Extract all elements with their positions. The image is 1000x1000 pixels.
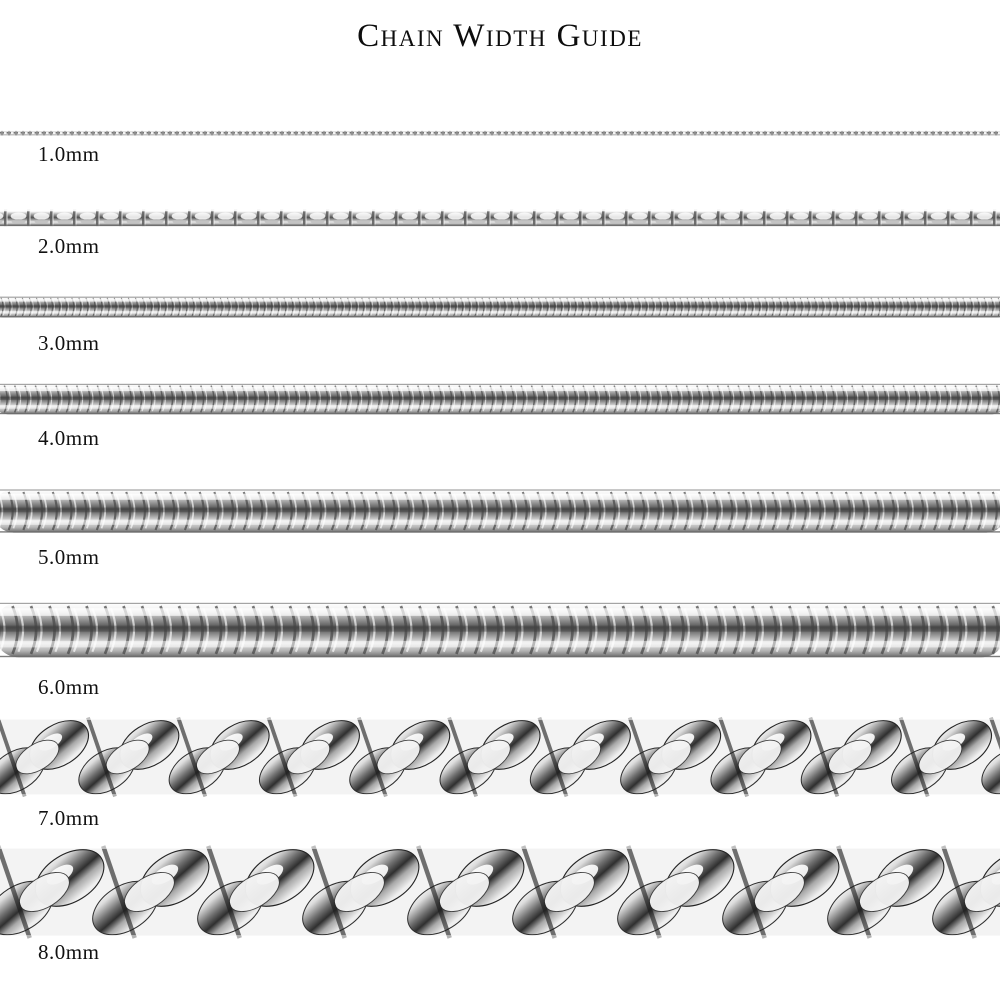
chain-svg	[0, 484, 1000, 538]
chain-width-label: 4.0mm	[38, 426, 100, 450]
chain-svg	[0, 294, 1000, 320]
chain-illustration-1-0mm	[0, 126, 1000, 140]
chain-illustration-6-0mm	[0, 596, 1000, 664]
chain-illustration-4-0mm	[0, 380, 1000, 418]
chain-svg	[0, 126, 1000, 140]
chain-illustration-3-0mm	[0, 294, 1000, 320]
chain-illustration-2-0mm	[0, 205, 1000, 231]
chain-width-label: 3.0mm	[38, 331, 100, 355]
chain-illustration-7-0mm	[0, 714, 1000, 800]
chain-width-label: 6.0mm	[38, 675, 100, 699]
chain-width-label: 8.0mm	[38, 940, 100, 964]
chain-svg	[0, 596, 1000, 664]
chain-svg	[0, 380, 1000, 418]
page-title: Chain Width Guide	[357, 18, 643, 54]
chain-width-label: 1.0mm	[38, 142, 100, 166]
chain-illustration-5-0mm	[0, 484, 1000, 538]
chain-width-label: 2.0mm	[38, 234, 100, 258]
chain-svg	[0, 714, 1000, 800]
chain-svg	[0, 205, 1000, 231]
chain-svg	[0, 842, 1000, 942]
chain-width-label: 5.0mm	[38, 545, 100, 569]
chain-illustration-8-0mm	[0, 842, 1000, 942]
chain-width-label: 7.0mm	[38, 806, 100, 830]
